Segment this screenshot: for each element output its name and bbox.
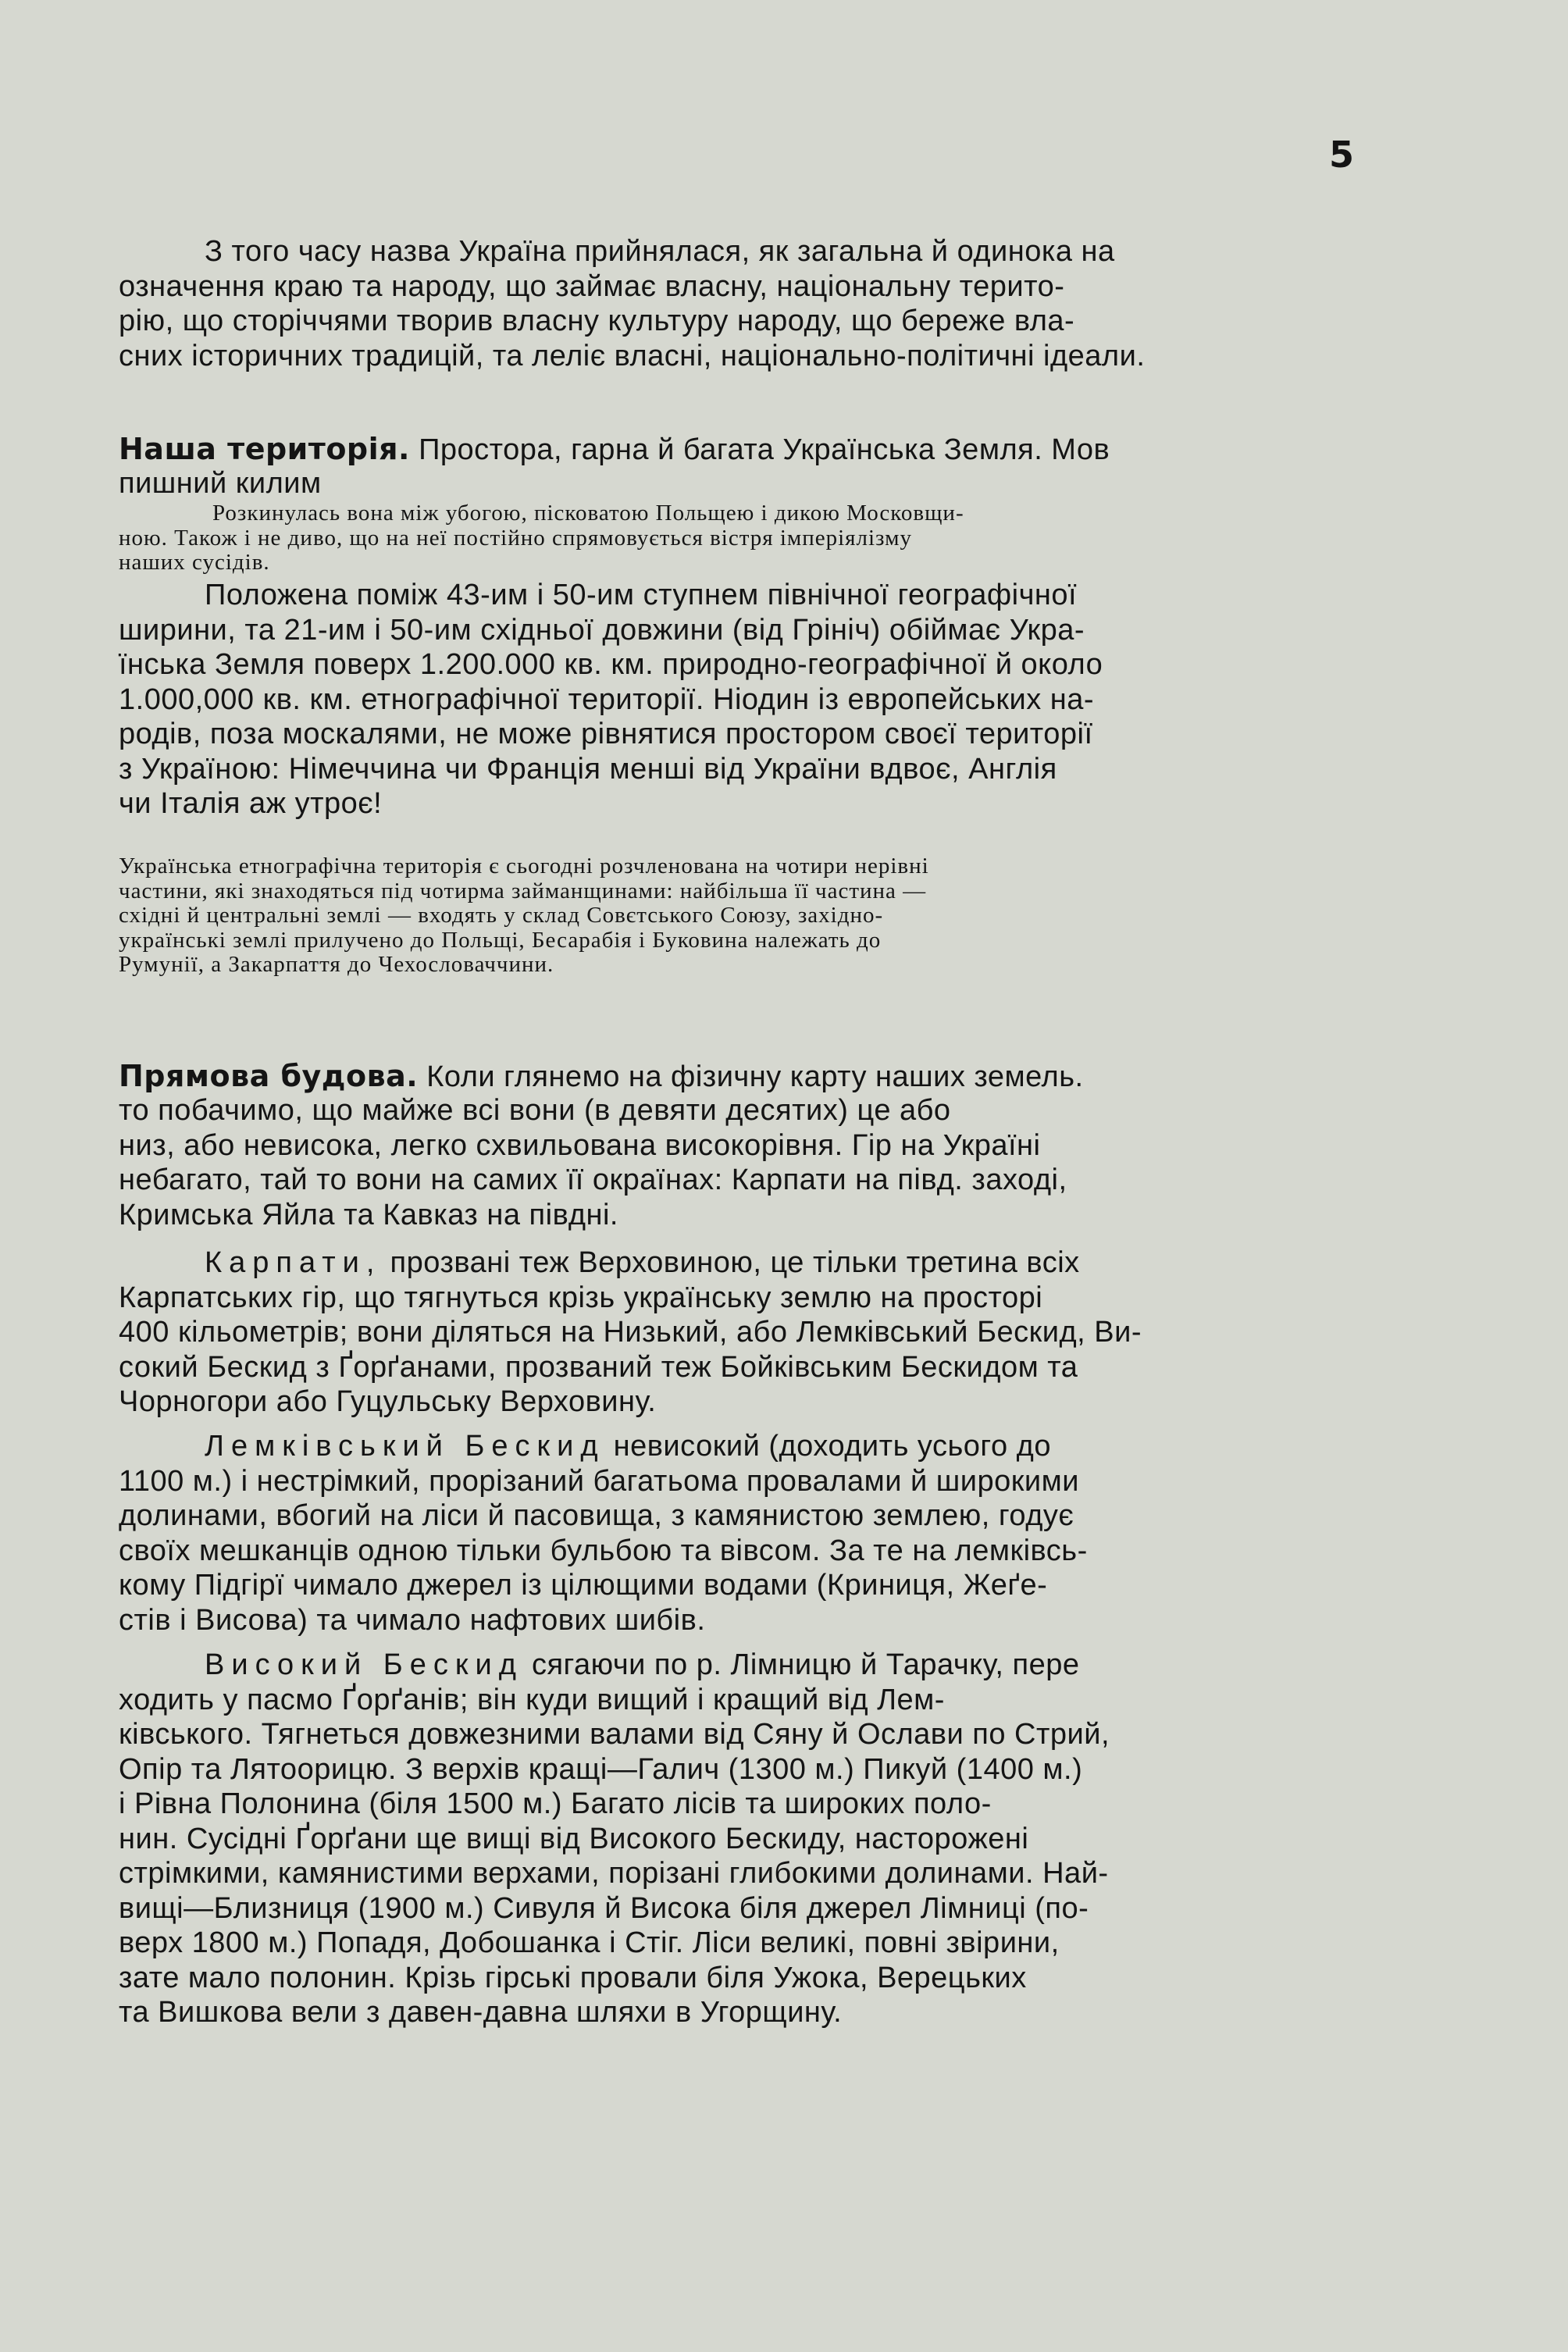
relief-lines bbox=[119, 1093, 1368, 1232]
carpathians-lines bbox=[119, 1281, 1368, 1420]
text-line: Чорногори або Гуцульську Верховину. bbox=[119, 1385, 657, 1418]
text-line: небагато, тай то вони на самих її окраїнах: Карпати на півд. заході, bbox=[119, 1164, 1067, 1196]
intro-paragraph bbox=[119, 234, 1368, 373]
text-line: рію, що сторіччями творив власну культуру народу, що береже вла- bbox=[119, 305, 1075, 337]
text-line: зате мало полонин. Крізь гірські провали біля Ужока, Верецьких bbox=[119, 1961, 1027, 1994]
territory-small-text bbox=[119, 501, 1368, 576]
text-line: 400 кільометрів; вони діляться на Низький, або Лемківський Бескид, Ви- bbox=[119, 1316, 1142, 1349]
small-text-line: ною. Також і не диво, що на неї постійно спрямовується вістря імперіялізму bbox=[119, 525, 912, 551]
lemko-paragraph bbox=[119, 1429, 1368, 1637]
text-line: означення краю та народу, що займає власну, національну терито- bbox=[119, 269, 1065, 303]
text-line: чи Італія аж утроє! bbox=[119, 787, 383, 820]
lemko-lines bbox=[119, 1464, 1368, 1638]
text-line: верх 1800 м.) Попадя, Добошанка і Стіг. Ліси великі, повні звірини, bbox=[119, 1926, 1060, 1959]
text-line: сних історичних традицій, та леліє власні, національно-політичні ідеали. bbox=[119, 339, 1146, 372]
text-line: з Україною: Німеччина чи Франція менші від України вдвоє, Англія bbox=[119, 752, 1057, 786]
high-beskyd-paragraph bbox=[119, 1648, 1368, 2030]
text-line: стів і Висова) та чимало нафтових шибів. bbox=[119, 1603, 706, 1637]
territory-paragraph bbox=[119, 578, 1368, 821]
text-line: та Вишкова вели з давен-давна шляхи в Угорщину. bbox=[119, 1996, 843, 2029]
territory-first-line bbox=[119, 432, 1368, 468]
text-line: стрімкими, камянистими верхами, порізані глибокими долинами. Най- bbox=[119, 1857, 1109, 1890]
lemko-first-line bbox=[119, 1429, 1368, 1464]
note-line: частини, які знаходяться під чотирма займанщинами: найбільша її частина — bbox=[119, 878, 927, 903]
text-line: ширини, та 21-им і 50-им східньої довжини (від Грініч) обіймає Укра- bbox=[119, 613, 1085, 647]
text-line: то побачимо, що майже всі вони (в девяти десятих) це або bbox=[119, 1094, 951, 1127]
small-text-line: наших сусідів. bbox=[119, 550, 270, 575]
text-line: 1100 м.) і нестрімкий, прорізаний багатьома провалами й широкими bbox=[119, 1464, 1079, 1498]
carpathians-first-line bbox=[119, 1245, 1368, 1281]
text-line: пишний килим bbox=[119, 467, 322, 500]
carpathians-paragraph bbox=[119, 1245, 1368, 1420]
lemko-first-line-text: невисокий (доходить усього до bbox=[613, 1430, 1051, 1463]
lemko-term: Лемківський Бескид bbox=[205, 1430, 605, 1463]
territory-heading: Наша територія. bbox=[119, 432, 410, 466]
territory-section bbox=[119, 432, 1368, 468]
text-line: долинами, вбогий на ліси й пасовища, з камянистою землею, годує bbox=[119, 1499, 1074, 1532]
text-line: нин. Сусідні Ґорґани ще вищі від Високого Бескиду, насторожені bbox=[119, 1822, 1029, 1855]
high-beskyd-term: Високий Бескид bbox=[205, 1648, 523, 1681]
high-beskyd-first-line bbox=[119, 1648, 1368, 1683]
text-line: Положена поміж 43-им і 50-им ступнем північної географічної bbox=[205, 579, 1078, 611]
text-line: ківського. Тягнеться довжезними валами від Сяну й Ослави по Стрий, bbox=[119, 1718, 1110, 1751]
territory-first-line-text: Простора, гарна й багата Українська Земля. Мов bbox=[419, 433, 1110, 466]
territory-lines bbox=[119, 466, 1368, 501]
text-line: низ, або невисока, легко схвильована високорівня. Гір на Україні bbox=[119, 1128, 1041, 1162]
small-text-line: Розкинулась вона між убогою, пісковатою Польщею і дикою Московщи- bbox=[212, 501, 964, 526]
relief-first-line bbox=[119, 1059, 1368, 1095]
text-line: З того часу назва Україна прийнялася, як загальна й одинока на bbox=[205, 235, 1115, 268]
text-line: і Рівна Полонина (біля 1500 м.) Багато лісів та широких поло- bbox=[119, 1787, 992, 1820]
carpathians-first-line-text: прозвані теж Верховиною, це тільки третина всіх bbox=[390, 1246, 1080, 1279]
note-line: східні й центральні землі — входять у склад Совєтського Союзу, західно- bbox=[119, 903, 884, 928]
high-beskyd-lines bbox=[119, 1683, 1368, 2030]
note-line: українські землі прилучено до Польщі, Бесарабія і Буковина належать до bbox=[119, 927, 882, 953]
text-line: 1.000,000 кв. км. етнографічної території. Ніодин із европейських на- bbox=[119, 682, 1095, 716]
page-number: 5 bbox=[1329, 134, 1355, 176]
relief-heading: Прямова будова. bbox=[119, 1059, 419, 1093]
carpathians-term: Карпати, bbox=[205, 1246, 382, 1279]
high-beskyd-first-line-text: сягаючи по р. Лімницю й Тарачку, пере bbox=[531, 1648, 1080, 1681]
note-line: Румунії, а Закарпаття до Чехословаччини. bbox=[119, 952, 554, 977]
text-line: Кримська Яйла та Кавказ на півдні. bbox=[119, 1198, 618, 1231]
text-line: вищі—Близниця (1900 м.) Сивуля й Висока біля джерел Лімниці (по- bbox=[119, 1891, 1089, 1925]
text-line: родів, поза москалями, не може рівнятися простором своєї території bbox=[119, 718, 1093, 750]
text-line: Опір та Лятоорицю. З верхів кращі—Галич (1300 м.) Пикуй (1400 м.) bbox=[119, 1752, 1083, 1786]
note-line: Українська етнографічна територія є сьогодні розчленована на чотири нерівні bbox=[119, 853, 929, 878]
text-line: своїх мешканців одною тільки бульбою та вівсом. За те на лемківсь- bbox=[119, 1534, 1088, 1567]
relief-first-line-text: Коли глянемо на фізичну карту наших земель. bbox=[426, 1060, 1084, 1093]
text-line: Карпатських гір, що тягнуться крізь українську землю на просторі bbox=[119, 1281, 1043, 1314]
text-line: ходить у пасмо Ґорґанів; він куди вищий і кращий від Лем- bbox=[119, 1683, 945, 1716]
text-line: сокий Бескид з Ґорґанами, прозваний теж Бойківським Бескидом та bbox=[119, 1350, 1078, 1384]
territory-note bbox=[119, 854, 1368, 978]
relief-section bbox=[119, 1059, 1368, 1095]
text-line: кому Підгірї чимало джерел із цілющими водами (Криниця, Жеґе- bbox=[119, 1569, 1048, 1602]
text-line: їнська Земля поверх 1.200.000 кв. км. природно-географічної й около bbox=[119, 648, 1103, 681]
